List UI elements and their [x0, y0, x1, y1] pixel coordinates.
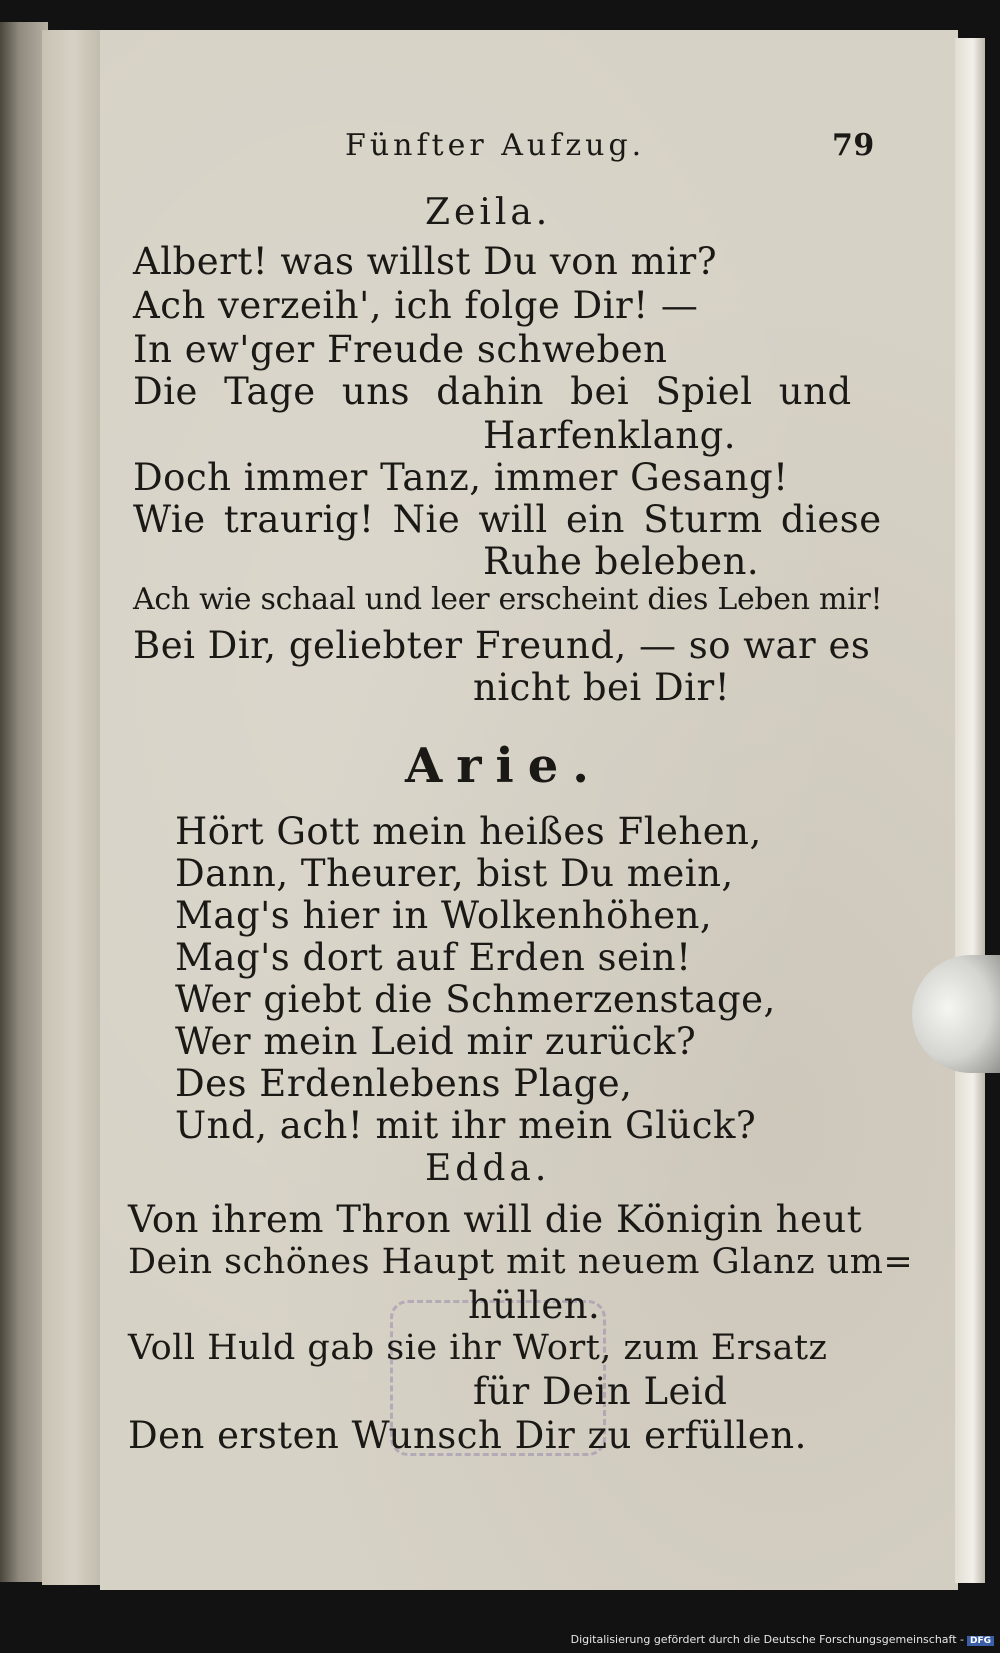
- aria-line: Hört Gott mein heißes Flehen,: [175, 810, 762, 853]
- verse-line-continuation: Harfenklang.: [483, 414, 737, 457]
- verse-line: Doch immer Tanz, immer Gesang!: [133, 456, 789, 499]
- verse-line: Von ihrem Thron will die Königin heut: [128, 1198, 863, 1241]
- verse-line: Wie traurig! Nie will ein Sturm diese: [133, 498, 882, 541]
- verse-line-continuation: hüllen.: [468, 1284, 601, 1327]
- verse-line: Bei Dir, geliebter Freund, — so war es: [133, 624, 871, 667]
- verse-line: Ach wie schaal und leer erscheint dies Leben mir!: [133, 582, 883, 617]
- verse-line-continuation: Ruhe beleben.: [483, 540, 760, 583]
- page-number: 79: [832, 128, 875, 163]
- verse-line: Albert! was willst Du von mir?: [133, 240, 718, 283]
- aria-line: Wer mein Leid mir zurück?: [175, 1020, 697, 1063]
- verse-line: Dein schönes Haupt mit neuem Glanz um=: [128, 1242, 914, 1282]
- aria-line: Mag's hier in Wolkenhöhen,: [175, 894, 713, 937]
- page-edge: [955, 38, 985, 1583]
- aria-line: Und, ach! mit ihr mein Glück?: [175, 1104, 757, 1147]
- aria-line: Des Erdenlebens Plage,: [175, 1062, 633, 1105]
- verse-line: Ach verzeih', ich folge Dir! —: [133, 284, 699, 327]
- left-page-edge: [0, 22, 48, 1582]
- aria-line: Dann, Theurer, bist Du mein,: [175, 852, 734, 895]
- digitization-credit: [571, 1633, 994, 1646]
- speaker-name: Zeila.: [425, 192, 552, 233]
- running-header: Fünfter Aufzug.: [345, 128, 646, 163]
- speaker-name: Edda.: [425, 1148, 551, 1189]
- verse-line-continuation: nicht bei Dir!: [473, 666, 731, 709]
- dfg-logo-badge: DFG: [967, 1636, 994, 1646]
- verse-line: Die Tage uns dahin bei Spiel und: [133, 370, 852, 413]
- aria-line: Wer giebt die Schmerzenstage,: [175, 978, 776, 1021]
- verse-line: Den ersten Wunsch Dir zu erfüllen.: [128, 1414, 807, 1457]
- aria-line: Mag's dort auf Erden sein!: [175, 936, 692, 979]
- verse-line-continuation: für Dein Leid: [473, 1370, 728, 1413]
- aria-title: Arie.: [405, 738, 604, 794]
- verse-line: In ew'ger Freude schweben: [133, 328, 668, 371]
- credit-text: Digitalisierung gefördert durch die Deutsche Forschungsgemeinschaft -: [570, 1633, 964, 1646]
- verse-line: Voll Huld gab sie ihr Wort, zum Ersatz: [128, 1328, 828, 1368]
